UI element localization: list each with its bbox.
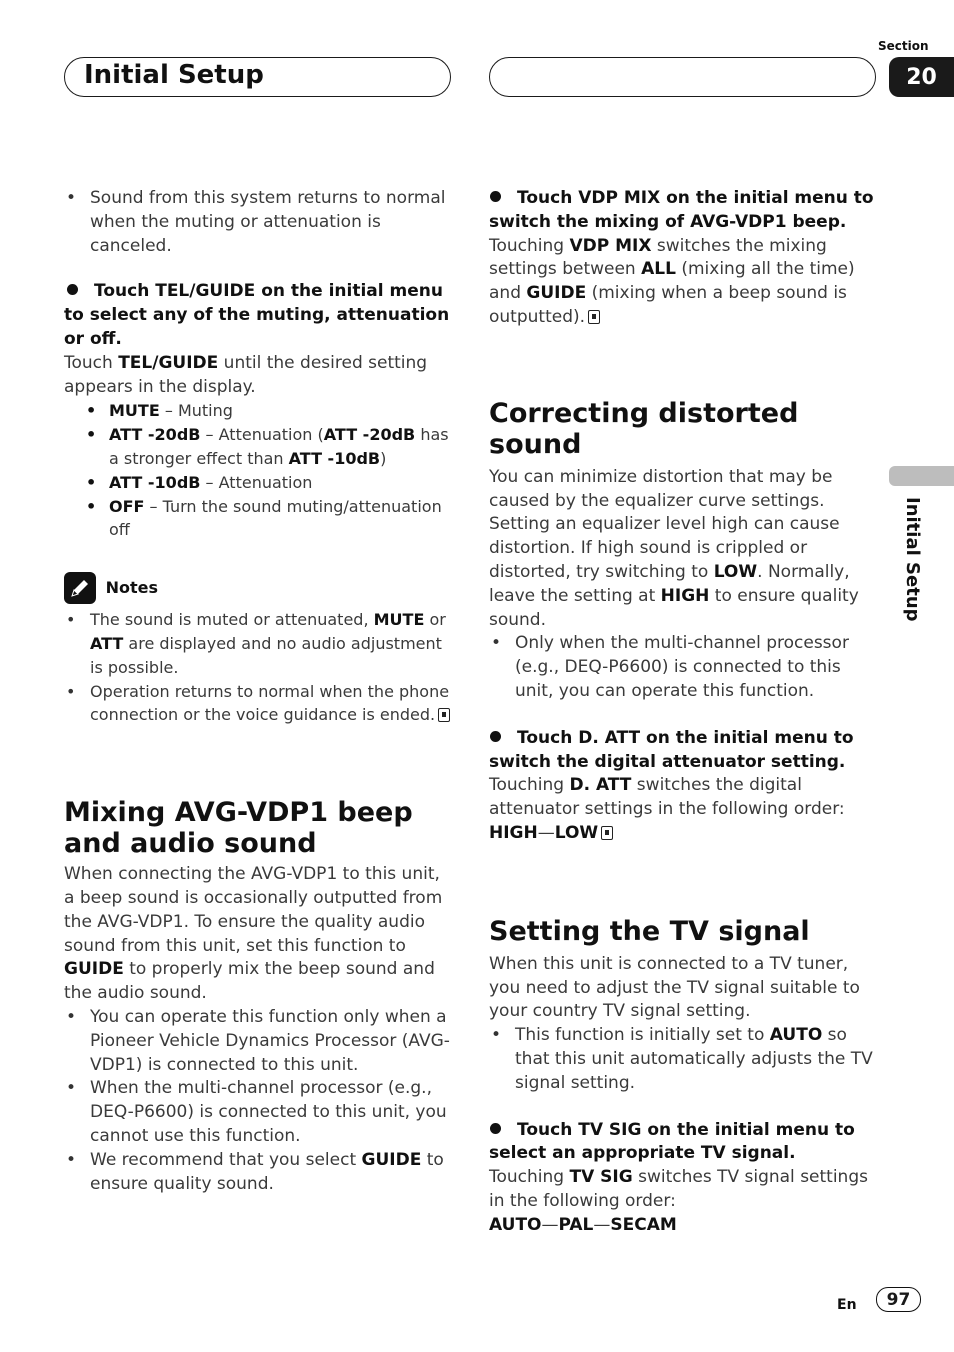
- text-bold: ATT: [90, 633, 124, 653]
- separator: —: [541, 1214, 559, 1235]
- option-key: MUTE: [109, 401, 160, 421]
- mixing-bullet: [64, 1149, 454, 1197]
- text-run: This function is initially set to: [515, 1025, 770, 1046]
- step-tv-sig: [489, 1119, 879, 1167]
- text-run: Touching: [489, 1167, 570, 1188]
- text-bold: GUIDE: [361, 1149, 422, 1170]
- text-run: You can minimize distortion that may be caused by the equalizer curve settings. Setting an equalizer level high can cause distortion. If high sound is crippled or distorted, try switching to: [489, 466, 840, 582]
- text-run: so that this unit automatically adjusts the TV signal setting.: [515, 1025, 873, 1093]
- step-bullet-icon: [490, 731, 501, 742]
- text-run: Touching: [489, 775, 570, 796]
- side-tab-label: Initial Setup: [902, 497, 923, 622]
- text-bold: VDP MIX: [569, 235, 652, 256]
- text-run: until the desired setting appears in the display.: [64, 352, 428, 397]
- separator: —: [593, 1214, 611, 1235]
- text-bold: HIGH: [660, 585, 710, 606]
- notes-list: [64, 608, 454, 727]
- text-run: switches the mixing settings between: [489, 235, 827, 280]
- step-vdp-mix-text: Touch VDP MIX on the initial menu to switch the mixing of AVG-VDP1 beep.: [489, 188, 874, 232]
- heading-distorted: Correcting distorted sound: [489, 397, 799, 460]
- end-mark-icon: [438, 708, 450, 722]
- tv-signal-bullet: [489, 1024, 879, 1095]
- notes-pencil-icon: [64, 572, 96, 604]
- text-bold: TEL/GUIDE: [118, 352, 219, 373]
- end-mark-icon: [601, 826, 613, 840]
- text-run: switches TV signal settings in the following order:: [489, 1167, 868, 1211]
- text-run: are displayed and no audio adjustment is possible.: [90, 633, 442, 677]
- text-bold: GUIDE: [64, 959, 124, 980]
- right-column: [489, 187, 879, 1238]
- text-bold: AUTO: [489, 1214, 542, 1235]
- heading-tv-signal: Setting the TV signal: [489, 915, 810, 947]
- step-bullet-icon: [67, 284, 78, 295]
- text-run: The sound is muted or attenuated,: [90, 610, 374, 630]
- option-att10: [84, 471, 454, 495]
- separator: —: [537, 822, 555, 843]
- option-desc: has a stronger effect than: [109, 425, 449, 468]
- notes-label: Notes: [105, 578, 158, 598]
- text-bold: LOW: [554, 822, 599, 843]
- option-key: ATT -10dB: [288, 448, 381, 468]
- text-bold: GUIDE: [526, 283, 587, 304]
- mixing-bullet: • You can operate this function only when a Pioneer Vehicle Dynamics Processor (AVG-VDP1) is connected to this unit.: [64, 1006, 454, 1077]
- text-bold: PAL: [558, 1214, 594, 1235]
- text-bold: SECAM: [610, 1214, 677, 1235]
- text-bold: HIGH: [489, 822, 538, 843]
- text-run: or: [424, 610, 446, 630]
- option-desc: – Turn the sound muting/attenuation off: [109, 496, 442, 540]
- tv-sig-order: [489, 1214, 879, 1238]
- text-bold: D. ATT: [569, 775, 632, 796]
- text-run: to properly mix the beep sound and the audio sound.: [64, 959, 435, 1004]
- text-bold: TV SIG: [569, 1167, 633, 1188]
- option-list: [64, 399, 454, 542]
- mixing-bullets: [64, 1006, 454, 1196]
- text-run: switches the digital attenuator settings in the following order:: [489, 775, 845, 820]
- notes-heading: [64, 572, 454, 604]
- section-label: Section: [878, 39, 929, 53]
- text-bold: ALL: [641, 259, 676, 280]
- d-att-body: [489, 774, 879, 822]
- text-run: to ensure quality sound.: [90, 1149, 444, 1194]
- heading-mixing: Mixing AVG-VDP1 beep and audio sound: [64, 797, 413, 860]
- option-key: ATT -20dB: [109, 425, 201, 445]
- option-key: ATT -20dB: [323, 425, 416, 445]
- distorted-body: [489, 466, 879, 633]
- text-bold: AUTO: [769, 1025, 823, 1046]
- step-bullet-icon: [490, 191, 501, 202]
- intro-bullet: • Sound from this system returns to normal when the muting or attenuation is canceled.: [64, 187, 454, 258]
- text-run: Operation returns to normal when the phone connection or the voice guidance is ended.: [90, 681, 450, 725]
- step-d-att: [489, 727, 879, 775]
- text-run: . Normally, leave the setting at: [489, 561, 850, 606]
- mixing-bullet: • When the multi-channel processor (e.g., DEQ-P6600) is connected to this unit, you cannot use this function.: [64, 1077, 454, 1148]
- option-att20: [84, 423, 454, 471]
- option-key: OFF: [109, 496, 145, 516]
- text-run: Touching: [489, 235, 570, 256]
- step-tel-guide: [64, 280, 454, 351]
- tv-signal-bullets: [489, 1024, 879, 1095]
- tv-sig-body: [489, 1166, 879, 1214]
- left-column: [64, 187, 454, 1196]
- header-right-frame: [489, 57, 876, 97]
- step-bullet-icon: [490, 1123, 501, 1134]
- tv-signal-body: When this unit is connected to a TV tuner, you need to adjust the TV signal suitable to your country TV signal setting.: [489, 953, 860, 1022]
- text-run: to ensure quality sound.: [489, 585, 859, 630]
- option-desc: – Attenuation: [200, 472, 313, 492]
- text-bold: MUTE: [373, 610, 425, 630]
- end-mark-icon: [588, 310, 600, 324]
- text-bold: LOW: [713, 561, 758, 582]
- text-run: (mixing all the time) and: [489, 259, 855, 304]
- header-title: Initial Setup: [84, 60, 264, 90]
- footer-lang: En: [837, 1297, 857, 1313]
- distorted-bullets: [489, 632, 879, 703]
- option-desc: ): [380, 448, 387, 468]
- vdp-mix-body: [489, 235, 879, 330]
- text-run: Touch: [64, 352, 119, 373]
- side-tab-marker: [889, 466, 954, 486]
- distorted-bullet: • Only when the multi-channel processor (e.g., DEQ-P6600) is connected to this unit, you can operate this function.: [489, 632, 879, 703]
- text-run: When connecting the AVG-VDP1 to this unit, a beep sound is occasionally outputted from the AVG-VDP1. To ensure the quality audio sound from this unit, set this function to: [64, 864, 443, 956]
- step-tel-guide-text: Touch TEL/GUIDE on the initial menu to select any of the muting, attenuation or off.: [64, 281, 450, 349]
- option-mute: [84, 399, 454, 423]
- step-tv-sig-text: Touch TV SIG on the initial menu to select an appropriate TV signal.: [489, 1119, 855, 1164]
- option-desc: – Attenuation (: [200, 425, 324, 445]
- section-number: 20: [889, 57, 954, 97]
- mixing-body: [64, 863, 454, 1006]
- option-key: ATT -10dB: [109, 472, 201, 492]
- note-item: [64, 608, 454, 679]
- step-vdp-mix: [489, 187, 879, 235]
- option-desc: – Muting: [159, 401, 233, 421]
- option-off: [84, 495, 454, 543]
- page-number: 97: [876, 1287, 921, 1312]
- text-run: We recommend that you select: [90, 1149, 362, 1170]
- intro-bullets: [64, 187, 454, 258]
- d-att-order: [489, 822, 879, 846]
- text-run: (mixing when a beep sound is outputted).: [489, 283, 847, 327]
- step-d-att-text: Touch D. ATT on the initial menu to switch the digital attenuator setting.: [489, 727, 854, 772]
- note-item: [64, 680, 454, 728]
- step-tel-guide-body: [64, 352, 454, 400]
